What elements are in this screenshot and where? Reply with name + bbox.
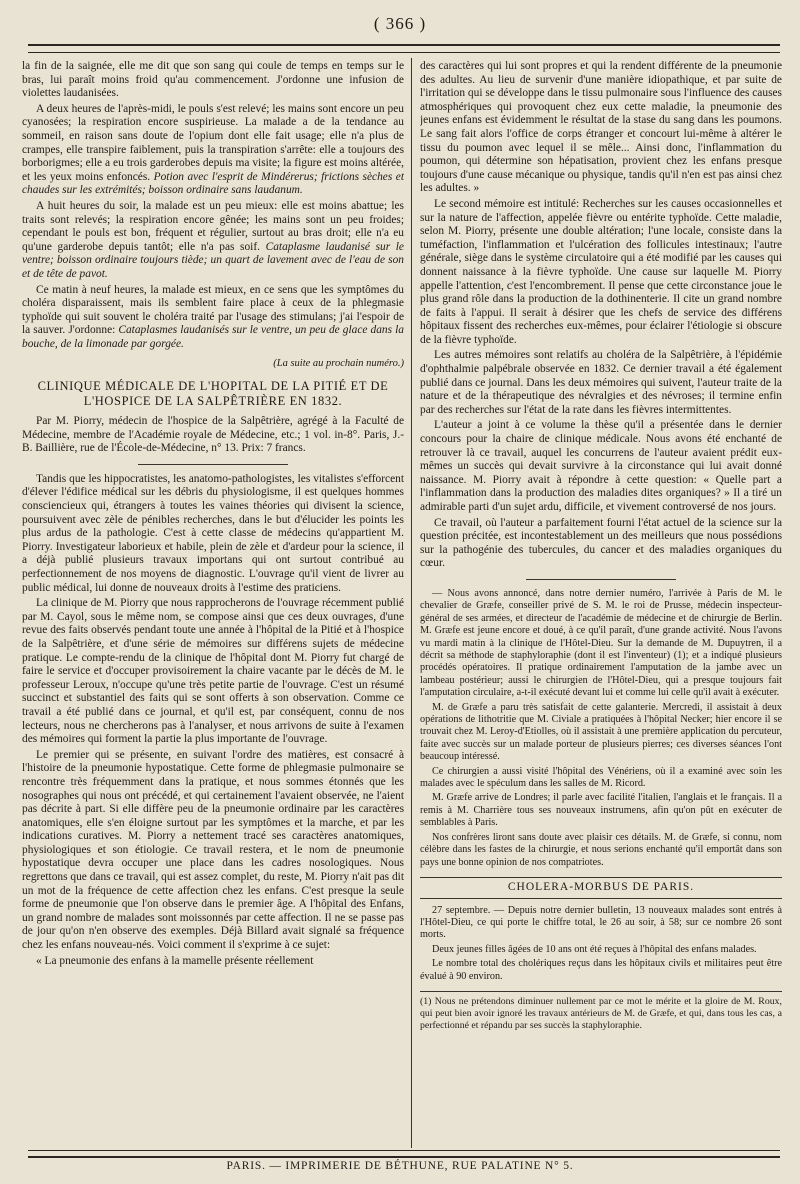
bottom-rule	[28, 1150, 780, 1158]
book-intro: Par M. Piorry, médecin de l'hospice de la Salpêtrière, agrégé à la Faculté de Médecine, membre de l'Académie royale de Médecine, etc.; 1 vol. in-8°. Paris, J.-B. Baillière, rue de l'École-de-Médecine, n° 13. Prix: 7 francs.	[22, 415, 404, 455]
news-paragraph: — Nous avons annoncé, dans notre dernier numéro, l'arrivée à Paris de M. le chevalier de Græfe, conseiller privé de S. M. le roi de Prusse, médecin inspecteur-général de ses armées, et directeur de l'académie de médecine et de chirurgie de Berlin. M. Græfe est jeune encore et doué, à ce qu'il paraît, d'une grande activité. Nous l'avons vu mardi matin à la clinique de l'Hôtel-Dieu. Sur la demande de M. Dupuytren, il a décrit sa méthode de staphyloraphie (dont il est l'inventeur) (1); et a indiqué plusieurs procédés opératoires. Il pratique ordinairement l'amputation de la jambe avec un lambeau postérieur; aussi le chirurgien de l'Hôtel-Dieu, qui a presque toujours fait l'amputation circulaire, a-t-il exécuté devant lui et comme lui celle qu'il avait à exécuter.	[420, 587, 782, 699]
footnote: (1) Nous ne prétendons diminuer nullement par ce mot le mérite et la gloire de M. Roux, qui peut bien avoir ignoré les travaux antérieurs de M. de Græfe, et qui, dans tous les cas, a perfectionné et répandu par ses succès la staphyloraphie.	[420, 991, 782, 1032]
left-column	[22, 60, 404, 1145]
paragraph: des caractères qui lui sont propres et qui la rendent différente de la pneumonie des adultes. Au lieu de survenir d'une manière idiopathique, et par suite de l'irritation qui se développe dans le tissu pulmonaire sous l'influence des causes atmosphériques qui provoquent chez eux cette maladie, la pneumonie des jeunes enfans est évidemment le résultat de la stase du sang dans les poumons. Le sang fait alors l'office de corps étranger et concourt lui-même à altérer le tissu du poumon avec lequel il se mêle... Ainsi donc, l'inflammation du poumon, qui détermine son hépatisation, provient chez les enfans presque toujours d'une cause mécanique ou physique, tandis qu'il n'en est pas ainsi chez les adultes. »	[420, 60, 782, 195]
continued-note: (La suite au prochain numéro.)	[273, 358, 404, 370]
text: Ce matin à neuf heures, la malade est mieux, en ce sens que les symptômes du choléra disparaissent, mais ils semblent faire place à ceux de la phlegmasie typhoïde qui suit souvent le choléra traité par l'usage des stimulans; j'ai l'espoir de la sauver. J'ordonne:	[22, 283, 404, 337]
cholera-section	[420, 905, 782, 983]
bulletin-paragraph: Le nombre total des cholériques reçus dans les hôpitaux civils et militaires peut être évalué à 90 environ.	[420, 958, 782, 982]
text: A huit heures du soir, la malade est un peu mieux: elle est moins abattue; les traits sont relevés; la respiration encore gênée; les mains sont un peu froides; cependant le pouls est bon, fréquent et régulier, surtout au bras droit; elle n'a eu qu'une garderobe depuis tantôt; elle n'a pas soif.	[22, 199, 404, 253]
paragraph: Le premier qui se présente, en suivant l'ordre des matières, est consacré à l'histoire de la pneumonie hypostatique. Cette forme de phlegmasie pulmonaire se rencontre très fréquemment dans la pratique, et nous sommes étonnés que les nosographes qui nous ont précédé, et qui certainement l'avaient observée, ne l'aient pas décrite à part. Si elle diffère peu de la pneumonie ordinaire par les caractères anatomiques, elle s'en éloigne surtout par les symptômes et la marche, et par les indications curatives. M. Piorry a nettement tracé ses caractères anatomiques, physiologiques et son étiologie. Ce travail restera, et le nom de pneumonie hypostatique devra occuper une place dans les cadres nosologiques. Nous regrettons que dans ce travail, qui est assez complet, du reste, M. Piorry n'ait pas dit un mot de la fréquence de cette affection chez les enfans. C'est presque la seule forme de pneumonie que l'on observe dans le premier âge. A l'hôpital des Enfans, un grand nombre de malades sont moissonnés par cette affection. Il ne se passe pas de jour qu'on n'en observe des exemples. Déjà Billard avait signalé sa fréquence chez les enfans nouveau-nés. Voici comment il s'exprime à ce sujet:	[22, 748, 404, 952]
paragraph	[22, 103, 404, 198]
paragraph: Ce travail, où l'auteur a parfaitement fourni l'état actuel de la science sur la question précitée, est incontestablement un des meilleurs que nous possédions sur la pathogénie des tubercules, du cancer et des maladies organiques du cœur.	[420, 516, 782, 570]
paragraph	[22, 284, 404, 352]
news-paragraph: M. Græfe arrive de Londres; il parle avec facilité l'italien, l'anglais et le français. Il a remis à M. Charrière tous ses nouveaux instrumens, afin qu'on pût en exécuter de semblables à Paris.	[420, 792, 782, 829]
news-paragraph: Ce chirurgien a aussi visité l'hôpital des Vénériens, où il a examiné avec soin les malades avec le spéculum dans les salles de M. Ricord.	[420, 765, 782, 790]
paragraph: Les autres mémoires sont relatifs au choléra de la Salpêtrière, à l'épidémie d'ophthalmie palpébrale observée en 1832. Ce dernier travail a été également publié dans ce journal. Dans les deux mémoires qui suivent, l'auteur traite de la nature et de la thérapeutique des névralgies et des névroses; il termine enfin par des recherches sur l'état de la rate dans les fièvres intermittentes.	[420, 349, 782, 416]
paragraph: La clinique de M. Piorry que nous rapprocherons de l'ouvrage récemment publié par M. Cayol, sous le même nom, se compose ainsi que ces deux ouvrages, d'une revue des faits observés pendant toute une année à l'hôpital de la Pitié et à l'hospice de la Salpêtrière, et d'une série de mémoires sur différens sujets de médecine pratique. Le compte-rendu de la clinique de l'hôpital dont M. Piorry fut chargé de faire le service et d'occuper provisoirement la chaire vacante par le décès de M. le professeur Leroux, n'occupe qu'une très petite partie de l'ouvrage. C'est un résumé succinct et substantiel des faits qui se sont offerts à son observation. Comme ce travail a été publié dans ce journal, et qu'il est, par conséquent, connu de nos lecteurs, nous ne chercherons pas à l'analyser, et nous arrivons de suite à l'examen des mémoires qui forment la partie la plus importante de l'ouvrage.	[22, 597, 404, 746]
paragraph: Tandis que les hippocratistes, les anatomo-pathologistes, les vitalistes s'efforcent d'élever l'édifice médical sur les débris du physiologisme, il est quelques hommes consciencieux qui, étrangers à toutes les vaines théories qui divisent la science, poursuivent avec zèle de pénibles recherches, dans le but d'élucider les points les plus ardus de la pathologie. C'est à cette classe de médecins qu'appartient M. Piorry. Investigateur laborieux et habile, plein de zèle et d'ardeur pour la science, il a déjà publié plusieurs travaux importans qui ont surtout contribué au perfectionnement de nos moyens de diagnostic. L'ouvrage qu'il vient de livrer au public médical, lui donne de nouveaux droits à l'estime des praticiens.	[22, 472, 404, 594]
news-paragraph: Nos confrères liront sans doute avec plaisir ces détails. M. de Græfe, si connu, nom célèbre dans les fastes de la chirurgie, et nous serions enchanté qu'il emportât dans son pays une bonne opinion de nos compatriotes.	[420, 831, 782, 868]
paragraph: la fin de la saignée, elle me dit que son sang qui coule de temps en temps sur le bras, lui paraît moins froid qu'au commencement. J'ordonne une infusion de violettes laudanisées.	[22, 60, 404, 100]
bulletin-paragraph: Deux jeunes filles âgées de 10 ans ont été reçues à l'hôpital des enfans malades.	[432, 943, 757, 955]
page-number: ( 366 )	[373, 14, 427, 33]
paragraph: L'auteur a joint à ce volume la thèse qu'il a présentée dans le dernier concours pour la chaire de clinique médicale. Nous avons été enchanté de retrouver là ce travail, auquel les concurrens de l'auteur avaient prédit eux-mêmes un succès qui devait survivre à la circonstance qui lui avait donné naissance. M. Piorry avait à répondre à cette question: « Quelle part a l'inflammation dans la production des maladies dites organiques? » Il a tiré un admirable parti d'un sujet ardu, difficile, et vivement controversé de nos jours.	[420, 419, 782, 513]
paragraph: Le second mémoire est intitulé: Recherches sur les causes occasionnelles et sur la nature de l'affection, appelée fièvre ou entérite typhoïde. Cette maladie, selon M. Piorry, présente une double altération; l'une locale, consiste dans la tuméfaction, l'inflammation et l'ulcération des follicules intestinaux; l'autre générale, siège dans le système circulatoire qui a été modifié par les causes qui donnent naissance à la fièvre typhoïde. Une cause sur laquelle M. Piorry appelle l'attention, c'est l'encombrement. Il pense que cette circonstance joue le plus grand rôle dans la production de la dothinenterie. Il cite un grand nombre de faits à l'appui. Il serait à désirer que les chefs de service des différens hôpitaux fissent des recherches eux-mêmes, pour éclairer l'étiologie si obscure de la fièvre typhoïde.	[420, 197, 782, 346]
right-column	[420, 60, 782, 1145]
prescription: Cataplasme laudanisé sur le ventre; boisson ordinaire toujours tiède; un quart de lavement avec de l'eau de son et de tête de pavot.	[22, 240, 404, 280]
article-title: CLINIQUE MÉDICALE DE L'HOPITAL DE LA PITIÉ ET DE L'HOSPICE DE LA SALPÊTRIÈRE EN 1832.	[37, 379, 389, 409]
news-paragraph: M. de Græfe a paru très satisfait de cette galanterie. Mercredi, il assistait à deux opérations de lithotritie que M. Civiale a pratiquées à l'hôpital Necker; hier encore il se trouvait chez M. Leroy-d'Etiolles, où il assistait à une première application du percuteur, faite avec succès sur un malade porteur de plusieurs pierres; ces diverses séances l'ont beaucoup intéressé.	[420, 701, 782, 763]
separator	[526, 579, 676, 580]
top-rule	[28, 44, 780, 53]
prescription: Potion avec l'esprit de Mindérerus; frictions sèches et chaudes sur les extrémités; boisson ordinaire sans laudanum.	[22, 170, 404, 197]
column-divider	[411, 58, 412, 1148]
section-title: CHOLERA-MORBUS DE PARIS.	[420, 877, 782, 899]
text: A deux heures de l'après-midi, le pouls s'est relevé; les mains sont encore un peu cyanosées; la respiration encore suspirieuse. La malade a de la tendance au sommeil, en raison sans doute de l'opium dont elle fait usage; elle n'a plus de crampes, elle transpire faiblement, puis la transpiration s'arrête: elle a toujours des borborigmes; elle a eu trois garderobes depuis ma visite; la figure est moins altérée, et les yeux moins enfoncés.	[22, 102, 404, 183]
paragraph	[22, 200, 404, 282]
prescription: Cataplasmes laudanisés sur le ventre, un peu de glace dans la bouche, de la limonade par gorgée.	[22, 324, 404, 350]
separator	[138, 464, 288, 465]
imprint: PARIS. — IMPRIMERIE DE BÉTHUNE, RUE PALATINE N° 5.	[226, 1160, 574, 1172]
bulletin-paragraph: 27 septembre. — Depuis notre dernier bulletin, 13 nouveaux malades sont entrés à l'Hôtel-Dieu, ce qui porte le chiffre total, le 26 au soir, à 58; sur ce nombre 26 sont morts.	[420, 904, 782, 941]
news-section	[420, 588, 782, 869]
paragraph: « La pneumonie des enfans à la mamelle présente réellement	[36, 954, 314, 967]
